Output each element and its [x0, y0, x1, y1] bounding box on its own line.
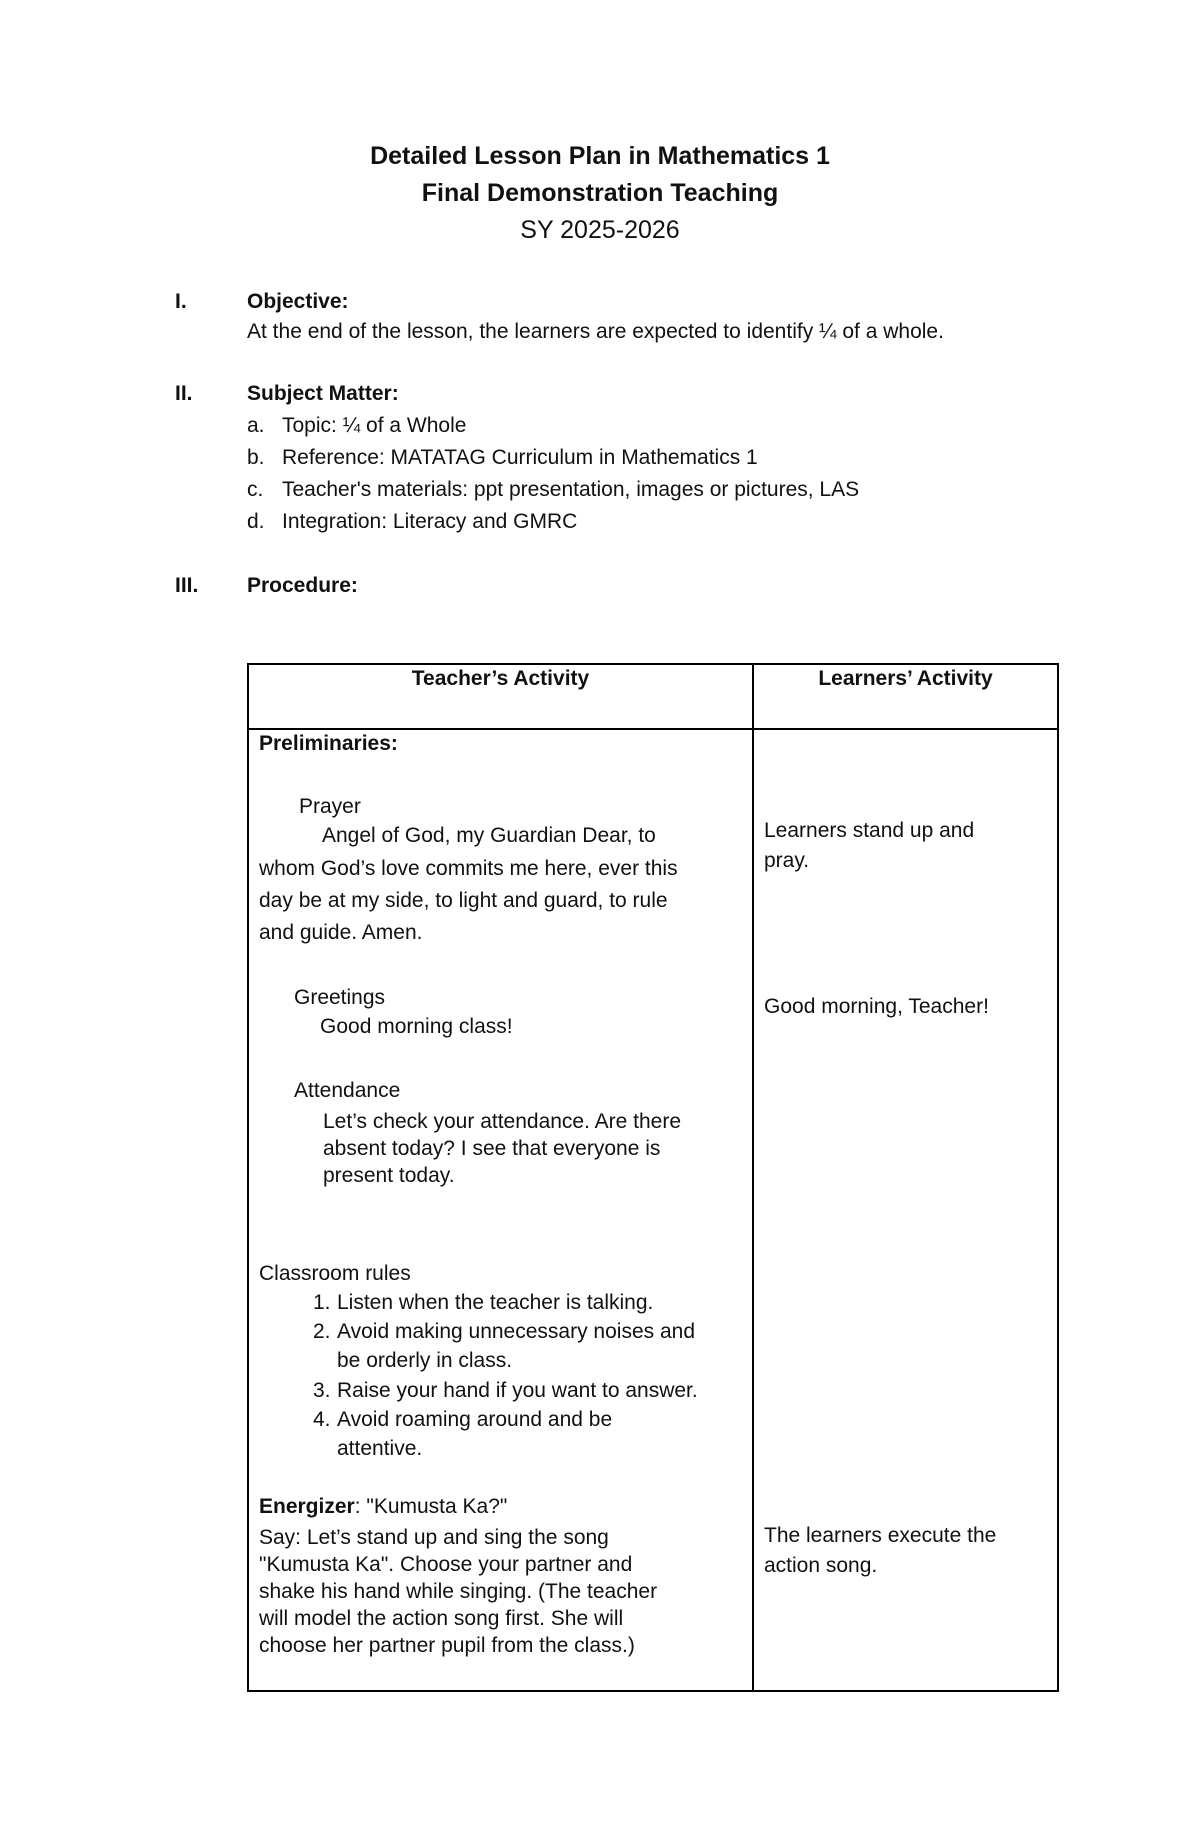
energizer-text-line: shake his hand while singing. (The teacher [259, 1580, 658, 1603]
energizer-heading [259, 1493, 507, 1521]
energizer-text-line: Say: Let’s stand up and sing the song [259, 1526, 609, 1549]
table-border-bottom [247, 1690, 1059, 1692]
school-year: SY 2025-2026 [520, 216, 680, 244]
rule-text-line: be orderly in class. [337, 1349, 513, 1372]
table-column-divider [752, 663, 754, 1692]
prayer-text-line: and guide. Amen. [259, 921, 423, 944]
rule-text-line: Raise your hand if you want to answer. [337, 1379, 698, 1402]
objective-text: At the end of the lesson, the learners are expected to identify ¼ of a whole. [247, 320, 944, 343]
attendance-text-line: present today. [323, 1164, 455, 1187]
rule-number: 2. [313, 1320, 331, 1343]
energizer-label: Energizer [259, 1495, 355, 1518]
prayer-text-line: Angel of God, my Guardian Dear, to [322, 824, 656, 847]
table-border-right [1057, 663, 1059, 1692]
list-item-text: Teacher's materials: ppt presentation, images or pictures, LAS [282, 478, 860, 501]
preliminaries-heading: Preliminaries: [259, 732, 398, 755]
list-item-text: Reference: MATATAG Curriculum in Mathematics 1 [282, 446, 758, 469]
list-item-text: Integration: Literacy and GMRC [282, 510, 578, 533]
greetings-label: Greetings [294, 986, 386, 1009]
energizer-title: : "Kumusta Ka?" [354, 1495, 508, 1518]
section-heading-subject-matter: Subject Matter: [247, 382, 399, 405]
column-header-teacher: Teacher’s Activity [411, 667, 590, 690]
prayer-text-line: day be at my side, to light and guard, to rule [259, 889, 668, 912]
prayer-text-line: whom God’s love commits me here, ever this [259, 857, 678, 880]
column-header-learners: Learners’ Activity [818, 667, 993, 690]
learners-greeting: Good morning, Teacher! [764, 995, 989, 1018]
rule-text-line: attentive. [337, 1437, 423, 1460]
list-item-letter: d. [247, 510, 265, 533]
list-item-letter: a. [247, 414, 265, 437]
energizer-text-line: will model the action song first. She will [259, 1607, 624, 1630]
list-item-text: Topic: ¼ of a Whole [282, 414, 467, 437]
attendance-text-line: absent today? I see that everyone is [323, 1137, 661, 1160]
document-subtitle: Final Demonstration Teaching [421, 179, 779, 207]
learners-energizer-line: action song. [764, 1554, 878, 1577]
learners-prayer-line: pray. [764, 849, 810, 872]
attendance-label: Attendance [294, 1079, 401, 1102]
list-item-letter: b. [247, 446, 265, 469]
rule-text-line: Avoid roaming around and be [337, 1408, 613, 1431]
document-title: Detailed Lesson Plan in Mathematics 1 [370, 142, 830, 170]
rule-text-line: Listen when the teacher is talking. [337, 1291, 654, 1314]
greetings-text: Good morning class! [320, 1015, 513, 1038]
attendance-text-line: Let’s check your attendance. Are there [323, 1110, 682, 1133]
energizer-text-line: choose her partner pupil from the class.) [259, 1634, 635, 1657]
prayer-label: Prayer [299, 795, 361, 818]
rule-number: 3. [313, 1379, 331, 1402]
rule-number: 4. [313, 1408, 331, 1431]
table-border-left [247, 663, 249, 1692]
classroom-rules-label: Classroom rules [259, 1262, 411, 1285]
list-item-letter: c. [247, 478, 264, 501]
learners-prayer-line: Learners stand up and [764, 819, 975, 842]
rule-text-line: Avoid making unnecessary noises and [337, 1320, 695, 1343]
section-numeral: II. [175, 382, 193, 405]
learners-energizer-line: The learners execute the [764, 1524, 997, 1547]
section-heading-objective: Objective: [247, 290, 349, 313]
section-numeral: I. [175, 290, 187, 313]
section-heading-procedure: Procedure: [247, 574, 358, 597]
section-numeral: III. [175, 574, 199, 597]
energizer-text-line: "Kumusta Ka". Choose your partner and [259, 1553, 633, 1576]
rule-number: 1. [313, 1291, 331, 1314]
